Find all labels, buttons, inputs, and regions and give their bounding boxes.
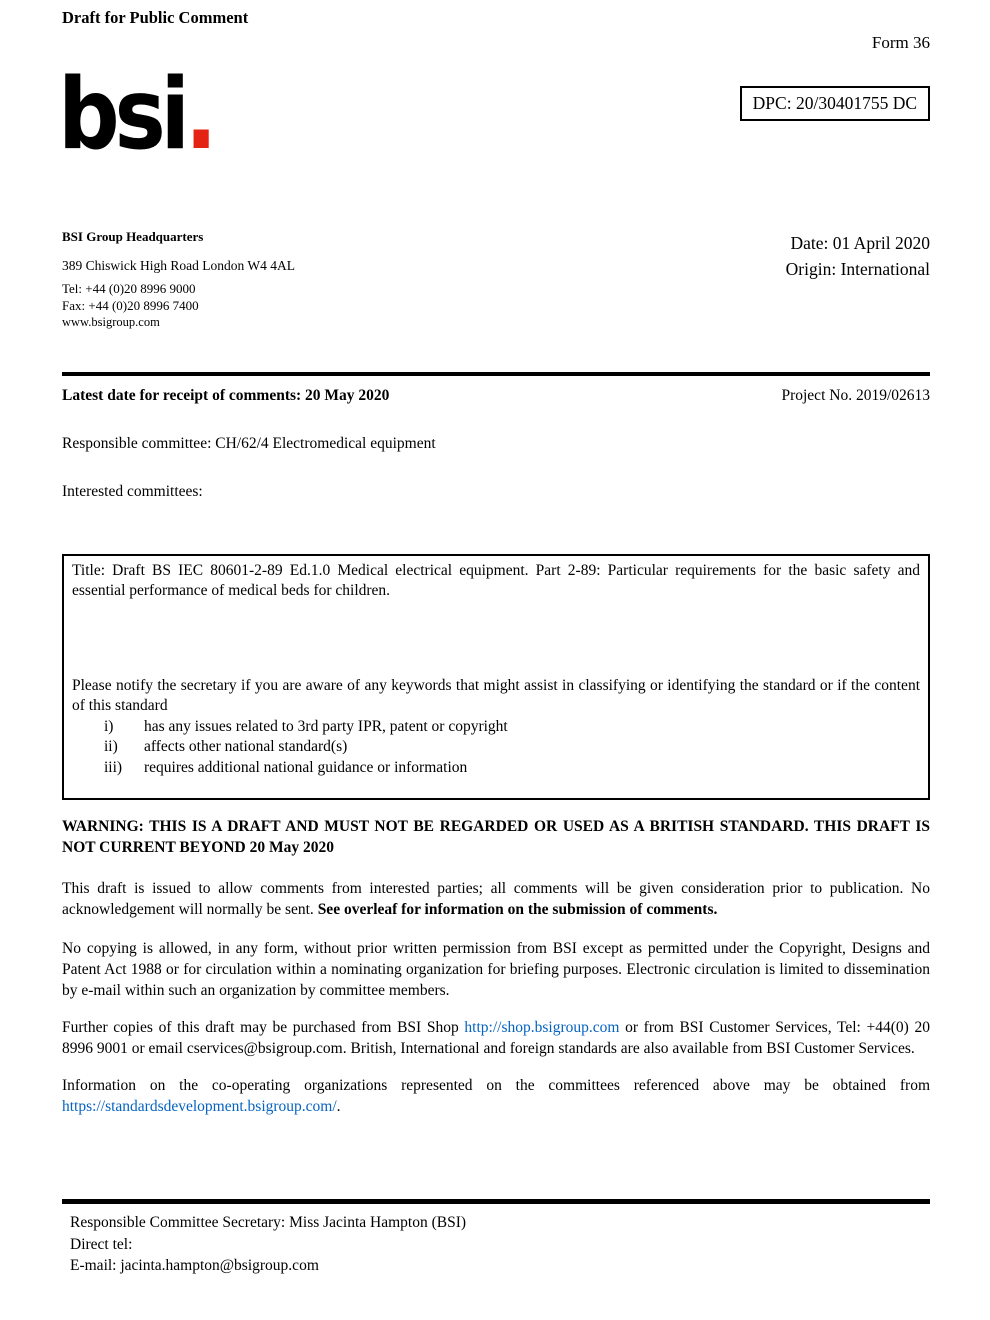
- bsi-logo-text: bsi: [58, 58, 185, 172]
- project-number: Project No. 2019/02613: [781, 387, 930, 404]
- interested-committees: Interested committees:: [62, 483, 203, 500]
- paragraph-purchase-after: or from BSI Customer Services, Tel: +44(0) 20 8996 9001 or email cservices@bsigroup.com. British, International and foreign standards are also available from BSI Customer Services.: [62, 1019, 931, 1057]
- hq-website: www.bsigroup.com: [62, 315, 160, 329]
- title-box: [62, 554, 930, 801]
- list-item: [72, 737, 920, 758]
- document-body: [62, 386, 930, 1277]
- paragraph-organizations-after: .: [336, 1098, 341, 1115]
- list-item-number: i): [104, 717, 114, 735]
- paragraph-comments: [62, 878, 930, 920]
- hq-fax: Fax: +44 (0)20 8996 7400: [62, 298, 199, 313]
- address-block: [62, 228, 295, 331]
- draft-status-label: Draft for Public Comment: [62, 8, 249, 27]
- date-label: Date: 01 April 2020: [790, 233, 930, 253]
- paragraph-purchase: [62, 1017, 930, 1059]
- hq-street: 389 Chiswick High Road London W4 4AL: [62, 258, 295, 273]
- list-item-number: ii): [104, 738, 118, 755]
- standard-title: Title: Draft BS IEC 80601-2-89 Ed.1.0 Medical electrical equipment. Part 2-89: Particular requirements for the basic safety and essential performance of medical beds for children.: [72, 561, 920, 599]
- latest-date-label: Latest date for receipt of comments: 20 May 2020: [62, 387, 390, 404]
- paragraph-comments-text: This draft is issued to allow comments from interested parties; all comments will be given consideration prior to publication. No acknowledgement will normally be sent.: [62, 880, 930, 918]
- list-item-text: requires additional national guidance or information: [144, 758, 468, 776]
- dpc-number-box: DPC: 20/30401755 DC: [740, 86, 930, 121]
- bsi-logo-dot: .: [184, 58, 213, 172]
- list-item-text: has any issues related to 3rd party IPR, patent or copyright: [144, 717, 508, 735]
- paragraph-purchase-before: Further copies of this draft may be purchased from BSI Shop: [62, 1019, 465, 1036]
- keywords-notify-text: Please notify the secretary if you are aware of any keywords that might assist in classifying or identifying the standard or if the content of this standard: [72, 676, 920, 714]
- list-item: [72, 717, 920, 738]
- form-number: Form 36: [871, 33, 930, 52]
- warning-text: WARNING: THIS IS A DRAFT AND MUST NOT BE REGARDED OR USED AS A BRITISH STANDARD. THIS DRAFT IS NOT CURRENT BEYOND 20 May 2020: [62, 818, 930, 856]
- origin-label: Origin: International: [785, 259, 930, 279]
- date-origin-block: [786, 230, 930, 282]
- responsible-committee: Responsible committee: CH/62/4 Electromedical equipment: [62, 434, 436, 452]
- keyword-list: [72, 717, 920, 779]
- paragraph-copyright: No copying is allowed, in any form, without prior written permission from BSI except as permitted under the Copyright, Designs and Patent Act 1988 or for circulation within a nominating organization for briefing purposes. Electronic circulation is limited to dissemination by e-mail within such an organization by committee members.: [62, 940, 930, 999]
- standards-development-link[interactable]: https://standardsdevelopment.bsigroup.com/: [62, 1098, 337, 1115]
- footer-block: [62, 1212, 930, 1277]
- bsi-logo: [58, 58, 213, 172]
- paragraph-comments-bold: See overleaf for information on the submission of comments.: [317, 901, 718, 918]
- list-item: [72, 758, 920, 779]
- list-item-number: iii): [104, 758, 123, 776]
- list-item-text: affects other national standard(s): [144, 738, 348, 755]
- direct-tel: Direct tel:: [70, 1235, 133, 1253]
- bsi-shop-link[interactable]: http://shop.bsigroup.com: [464, 1019, 620, 1036]
- comments-meta-row: [62, 386, 930, 407]
- hq-name: BSI Group Headquarters: [62, 229, 204, 244]
- paragraph-organizations: [62, 1075, 930, 1117]
- divider-bottom: [62, 1199, 930, 1204]
- hq-tel: Tel: +44 (0)20 8996 9000: [62, 281, 196, 296]
- paragraph-organizations-before: Information on the co-operating organizations represented on the committees referenced above may be obtained from: [62, 1077, 930, 1094]
- committee-secretary: Responsible Committee Secretary: Miss Jacinta Hampton (BSI): [70, 1214, 467, 1231]
- divider-top: [62, 372, 930, 376]
- footer-email: E-mail: jacinta.hampton@bsigroup.com: [70, 1257, 319, 1274]
